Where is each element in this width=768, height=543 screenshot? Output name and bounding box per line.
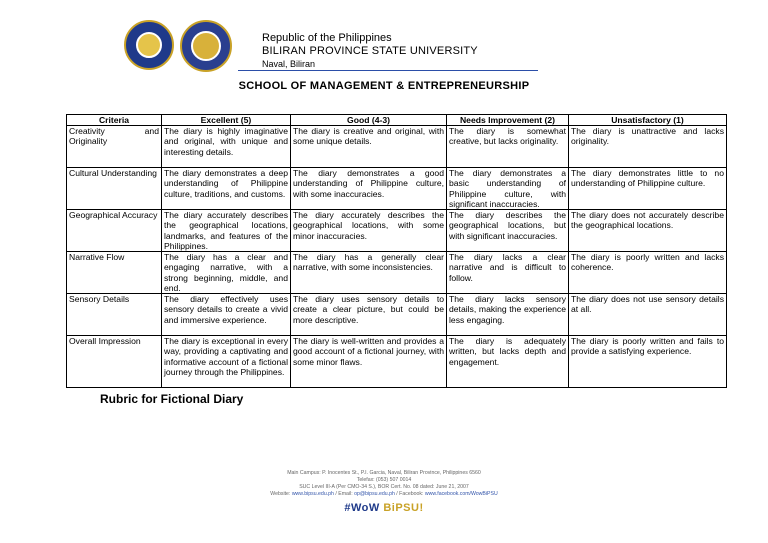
excellent-cell: The diary is highly imaginative and original, with unique and interesting details.	[162, 126, 291, 168]
good-cell: The diary uses sensory details to create a clear picture, but could be more descriptive.	[291, 294, 447, 336]
footer-email-label: / Email:	[333, 491, 355, 497]
university-location: Naval, Biliran	[262, 59, 316, 69]
footer-email-link[interactable]: op@bipsu.edu.ph	[354, 491, 395, 497]
excellent-cell: The diary has a clear and engaging narrative, with a strong beginning, middle, and end.	[162, 252, 291, 294]
table-header-row	[67, 115, 727, 126]
criteria-cell: Cultural Understanding	[67, 168, 162, 210]
rubric-caption: Rubric for Fictional Diary	[100, 392, 244, 406]
unsatisfactory-cell: The diary is poorly written and lacks coherence.	[569, 252, 727, 294]
unsatisfactory-cell: The diary is unattractive and lacks originality.	[569, 126, 727, 168]
rubric-table	[66, 114, 727, 388]
criteria-cell: Sensory Details	[67, 294, 162, 336]
university-name: BILIRAN PROVINCE STATE UNIVERSITY	[262, 45, 478, 57]
unsatisfactory-cell: The diary does not use sensory details at all.	[569, 294, 727, 336]
table-row	[67, 168, 727, 210]
table-row	[67, 126, 727, 168]
header-criteria: Criteria	[67, 115, 162, 126]
needs-improvement-cell: The diary lacks sensory details, making the experience less engaging.	[447, 294, 569, 336]
school-name: SCHOOL OF MANAGEMENT & ENTREPRENEURSHIP	[238, 80, 530, 92]
good-cell: The diary has a generally clear narrative, with some inconsistencies.	[291, 252, 447, 294]
table-row	[67, 294, 727, 336]
header-needs-improvement: Needs Improvement (2)	[447, 115, 569, 126]
letterhead	[262, 32, 478, 71]
unsatisfactory-cell: The diary is poorly written and fails to provide a satisfying experience.	[569, 336, 727, 388]
good-cell: The diary accurately describes the geographical locations, with some minor inaccuracies.	[291, 210, 447, 252]
criteria-cell: Overall Impression	[67, 336, 162, 388]
footer-address: Main Campus: P. Inocentes St., P.I. Garcia, Naval, Biliran Province, Philippines 6560	[287, 470, 481, 476]
footer-facebook-link[interactable]: www.facebook.com/WowBiPSU	[424, 491, 498, 497]
needs-improvement-cell: The diary describes the geographical locations, but with significant inaccuracies.	[447, 210, 569, 252]
footer-accreditation: SUC Level III-A (Per CMO-34 S.), BOR Cert. No. 08 dated: June 21, 2007	[299, 484, 469, 490]
criteria-cell: Creativity and Originality	[67, 126, 162, 168]
table-row	[67, 252, 727, 294]
school-seal-icon	[180, 20, 232, 72]
table-row	[67, 336, 727, 388]
header-excellent: Excellent (5)	[162, 115, 291, 126]
footer-contact	[0, 470, 768, 498]
needs-improvement-cell: The diary is adequately written, but lacks depth and engagement.	[447, 336, 569, 388]
good-cell: The diary demonstrates a good understanding of Philippine culture, with some inaccuracies.	[291, 168, 447, 210]
criteria-cell: Narrative Flow	[67, 252, 162, 294]
needs-improvement-cell: The diary is somewhat creative, but lacks originality.	[447, 126, 569, 168]
criteria-cell: Geographical Accuracy	[67, 210, 162, 252]
footer-website-label: Website:	[270, 491, 292, 497]
good-cell: The diary is creative and original, with some unique details.	[291, 126, 447, 168]
excellent-cell: The diary is exceptional in every way, providing a captivating and informative account of a fictional journey through the Philippines.	[162, 336, 291, 388]
excellent-cell: The diary accurately describes the geographical locations, landmarks, and features of the Philippines.	[162, 210, 291, 252]
footer-telefax: Telefax: (053) 507 0014	[356, 477, 412, 483]
needs-improvement-cell: The diary demonstrates a basic understanding of Philippine culture, with significant inaccuracies.	[447, 168, 569, 210]
hashtag-main: #WoW	[344, 502, 384, 514]
hashtag-accent: BiPSU!	[383, 502, 424, 514]
header-divider	[238, 70, 538, 71]
needs-improvement-cell: The diary lacks a clear narrative and is difficult to follow.	[447, 252, 569, 294]
header-good: Good (4-3)	[291, 115, 447, 126]
excellent-cell: The diary demonstrates a deep understanding of Philippine culture, traditions, and customs.	[162, 168, 291, 210]
footer-links	[0, 491, 768, 498]
unsatisfactory-cell: The diary demonstrates little to no understanding of Philippine culture.	[569, 168, 727, 210]
excellent-cell: The diary effectively uses sensory details to create a vivid and immersive experience.	[162, 294, 291, 336]
university-seal-icon	[124, 20, 174, 70]
header-unsatisfactory: Unsatisfactory (1)	[569, 115, 727, 126]
hashtag-slogan	[0, 502, 768, 514]
footer-facebook-label: / Facebook:	[394, 491, 425, 497]
table-row	[67, 210, 727, 252]
unsatisfactory-cell: The diary does not accurately describe the geographical locations.	[569, 210, 727, 252]
footer-website-link[interactable]: www.bipsu.edu.ph	[291, 491, 334, 497]
good-cell: The diary is well-written and provides a good account of a fictional journey, with some minor flaws.	[291, 336, 447, 388]
republic-line: Republic of the Philippines	[262, 32, 392, 44]
